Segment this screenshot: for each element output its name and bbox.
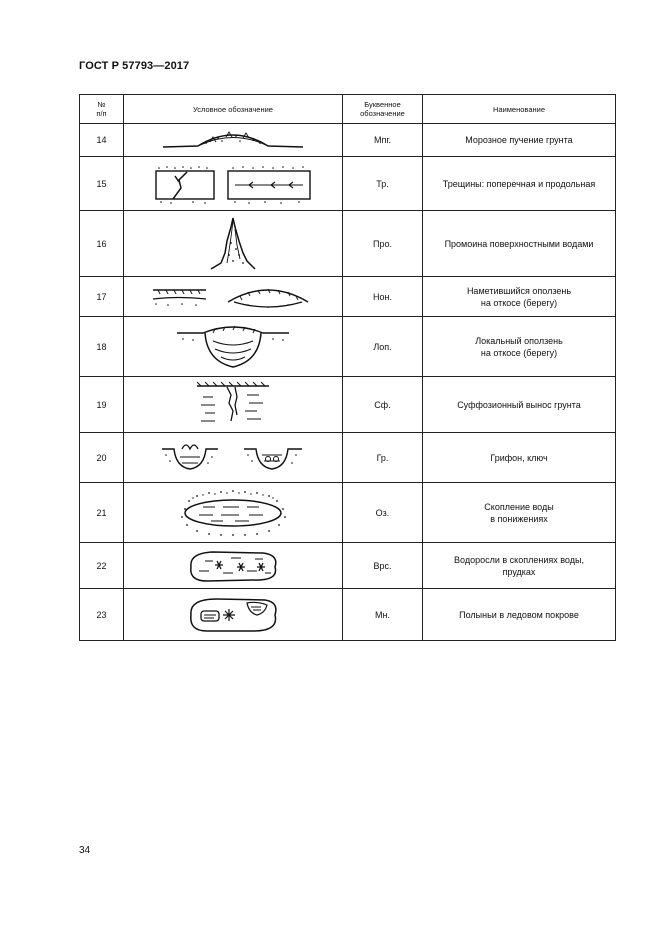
symbol-cell [124, 543, 343, 589]
griffon-spring-symbol [158, 437, 308, 479]
page-header: ГОСТ Р 57793—2017 [79, 60, 190, 72]
table-row [80, 124, 616, 157]
creeping-landslide-symbol [148, 282, 318, 312]
table-row [80, 277, 616, 317]
column-header-num [80, 95, 124, 124]
symbol-cell [124, 211, 343, 277]
column-header-letter-line1: Буквенное [364, 100, 401, 109]
symbol-cell [124, 317, 343, 377]
table-row [80, 211, 616, 277]
table-row [80, 317, 616, 377]
row-number: 19 [80, 377, 124, 433]
frost-heave-symbol [158, 126, 308, 154]
symbol-cell [124, 124, 343, 157]
symbols-table [79, 94, 616, 641]
symbol-name [423, 277, 616, 317]
table-row [80, 543, 616, 589]
algae-symbol [183, 547, 283, 585]
suffosion-symbol [193, 381, 273, 429]
symbol-name [423, 589, 616, 641]
table-header-row [80, 95, 616, 124]
page-number: 34 [79, 845, 91, 856]
water-accumulation-symbol [173, 487, 293, 539]
symbol-name-line: Полыньи в ледовом покрове [459, 609, 579, 620]
column-header-symbol: Условное обозначение [124, 95, 343, 124]
symbol-cell [124, 377, 343, 433]
letter-code: Гр. [343, 433, 423, 483]
row-number: 15 [80, 157, 124, 211]
symbol-cell [124, 483, 343, 543]
row-number: 22 [80, 543, 124, 589]
row-number: 21 [80, 483, 124, 543]
row-number: 20 [80, 433, 124, 483]
table-row [80, 483, 616, 543]
letter-code: Мн. [343, 589, 423, 641]
symbol-name-line: Морозное пучение грунта [465, 135, 573, 145]
symbol-name [423, 157, 616, 211]
symbol-name-line: Трещины: поперечная и продольная [442, 178, 596, 189]
row-number: 18 [80, 317, 124, 377]
letter-code: Тр. [343, 157, 423, 211]
column-header-letter-line2: обозначение [360, 109, 405, 118]
letter-code: Нон. [343, 277, 423, 317]
letter-code: Мпг. [343, 124, 423, 157]
table-row [80, 377, 616, 433]
letter-code: Сф. [343, 377, 423, 433]
symbol-name-line: Суффозионный вынос грунта [457, 399, 581, 410]
column-header-letter [343, 95, 423, 124]
symbol-name [423, 433, 616, 483]
column-header-num-line1: № [97, 100, 106, 109]
cracks-symbol [153, 162, 313, 206]
letter-code: Про. [343, 211, 423, 277]
symbol-name [423, 483, 616, 543]
column-header-name: Наименование [423, 95, 616, 124]
symbol-name [423, 124, 616, 157]
table-row [80, 433, 616, 483]
local-landslide-symbol [173, 321, 293, 373]
symbol-cell [124, 277, 343, 317]
letter-code: Оз. [343, 483, 423, 543]
symbol-name [423, 377, 616, 433]
symbol-cell [124, 589, 343, 641]
symbol-name-line: Локальный оползень на откосе (берегу) [475, 335, 563, 358]
symbol-name-line: Наметившийся оползень на откосе (берегу) [466, 285, 572, 308]
column-header-num-line2: п/п [96, 109, 107, 118]
table-row [80, 589, 616, 641]
ice-hole-symbol [183, 593, 283, 637]
symbol-cell [124, 157, 343, 211]
letter-code: Врс. [343, 543, 423, 589]
table-row [80, 157, 616, 211]
symbol-name-line: Грифон, ключ [490, 452, 548, 463]
symbol-name [423, 317, 616, 377]
letter-code: Лоп. [343, 317, 423, 377]
symbol-cell [124, 433, 343, 483]
row-number: 14 [80, 124, 124, 157]
gully-symbol [203, 215, 263, 273]
row-number: 17 [80, 277, 124, 317]
row-number: 23 [80, 589, 124, 641]
symbol-name-line: Водоросли в скоплениях воды, прудках [454, 554, 584, 577]
symbol-name [423, 211, 616, 277]
row-number: 16 [80, 211, 124, 277]
symbol-name-line: Скопление воды в понижениях [484, 501, 554, 524]
symbol-name [423, 543, 616, 589]
symbol-name-line: Промоина поверхностными водами [444, 238, 594, 249]
